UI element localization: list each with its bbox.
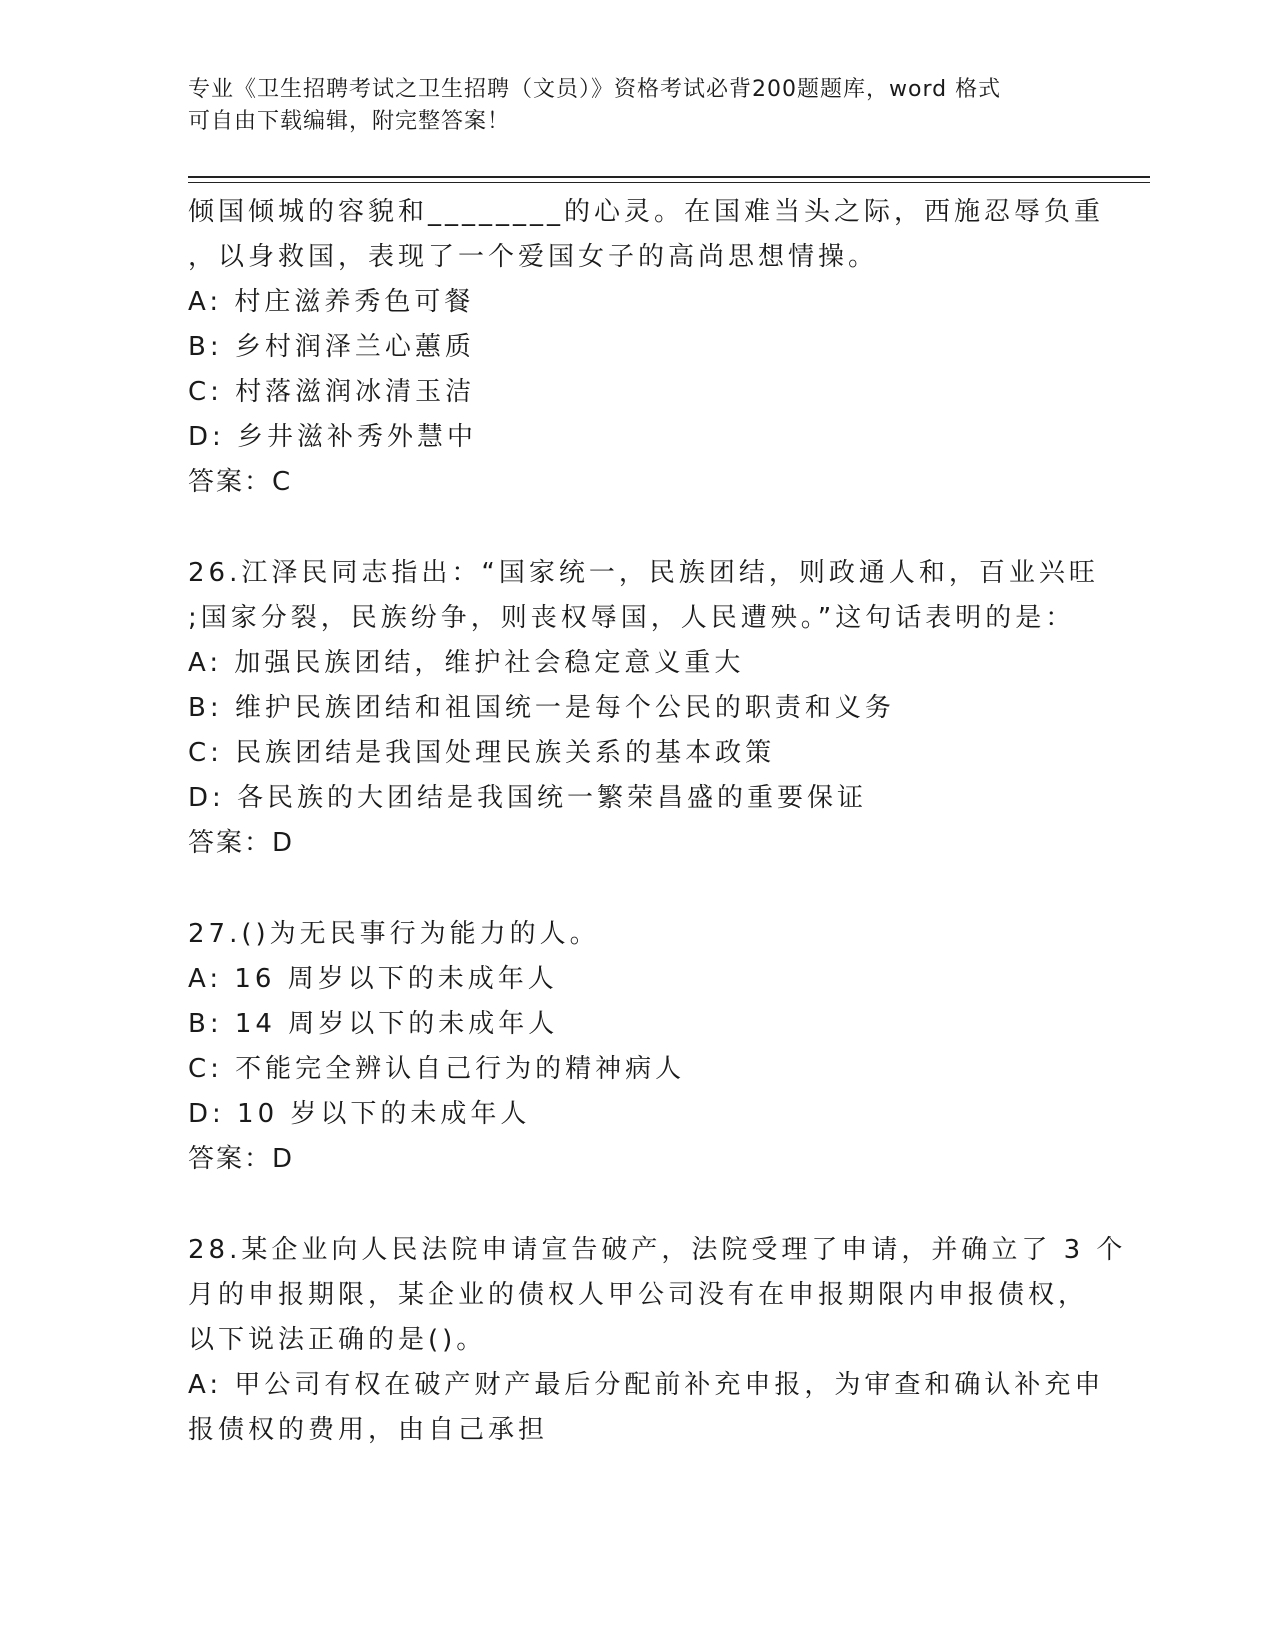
- option-d: D: 乡井滋补秀外慧中: [188, 422, 478, 452]
- question-text-line: ;国家分裂，民族纷争，则丧权辱国，人民遭殃。”这句话表明的是：: [188, 603, 1076, 633]
- option-c: C: 不能完全辨认自己行为的精神病人: [188, 1054, 686, 1084]
- option-b: B: 维护民族团结和祖国统一是每个公民的职责和义务: [188, 693, 895, 723]
- question-27: [188, 912, 1088, 1182]
- spacer: [188, 505, 1088, 551]
- question-28: [188, 1228, 1127, 1453]
- option-c: C: 民族团结是我国处理民族关系的基本政策: [188, 738, 776, 768]
- header-line: 专业《卫生招聘考试之卫生招聘（文员）》资格考试必背200题题库，word 格式: [188, 77, 1002, 102]
- header-divider-thin: [188, 182, 1150, 183]
- question-26: [188, 551, 1099, 866]
- question-text-line: 27.()为无民事行为能力的人。: [188, 919, 600, 949]
- option-a: A: 加强民族团结，维护社会稳定意义重大: [188, 648, 745, 678]
- answer: 答案：D: [188, 1144, 295, 1174]
- question-25: [188, 190, 1105, 505]
- question-list: [188, 190, 1127, 1453]
- option-a-continued: 报债权的费用，由自己承担: [188, 1415, 549, 1445]
- header-divider-thick: [188, 176, 1150, 178]
- option-d: D: 各民族的大团结是我国统一繁荣昌盛的重要保证: [188, 783, 868, 813]
- question-text-line: 倾国倾城的容貌和________的心灵。在国难当头之际，西施忍辱负重: [188, 197, 1105, 227]
- option-d: D: 10 岁以下的未成年人: [188, 1099, 531, 1129]
- header-line: 可自由下载编辑，附完整答案！: [188, 109, 511, 134]
- option-a: A: 甲公司有权在破产财产最后分配前补充申报，为审查和确认补充申: [188, 1370, 1105, 1400]
- spacer: [188, 1182, 1088, 1228]
- question-text-line: ，以身救国，表现了一个爱国女子的高尚思想情操。: [188, 242, 879, 272]
- question-text-line: 月的申报期限，某企业的债权人甲公司没有在申报期限内申报债权，: [188, 1280, 1089, 1310]
- question-text-line: 28.某企业向人民法院申请宣告破产，法院受理了申请，并确立了 3 个: [188, 1235, 1127, 1265]
- question-text-line: 26.江泽民同志指出：“国家统一，民族团结，则政通人和，百业兴旺: [188, 558, 1099, 588]
- spacer: [188, 866, 1088, 912]
- option-a: A: 村庄滋养秀色可餐: [188, 287, 475, 317]
- option-c: C: 村落滋润冰清玉洁: [188, 377, 476, 407]
- answer: 答案：C: [188, 467, 293, 497]
- option-b: B: 14 周岁以下的未成年人: [188, 1009, 559, 1039]
- option-b: B: 乡村润泽兰心蕙质: [188, 332, 475, 362]
- answer: 答案：D: [188, 828, 295, 858]
- document-header: [188, 74, 1068, 138]
- option-a: A: 16 周岁以下的未成年人: [188, 964, 558, 994]
- question-text-line: 以下说法正确的是()。: [188, 1325, 487, 1355]
